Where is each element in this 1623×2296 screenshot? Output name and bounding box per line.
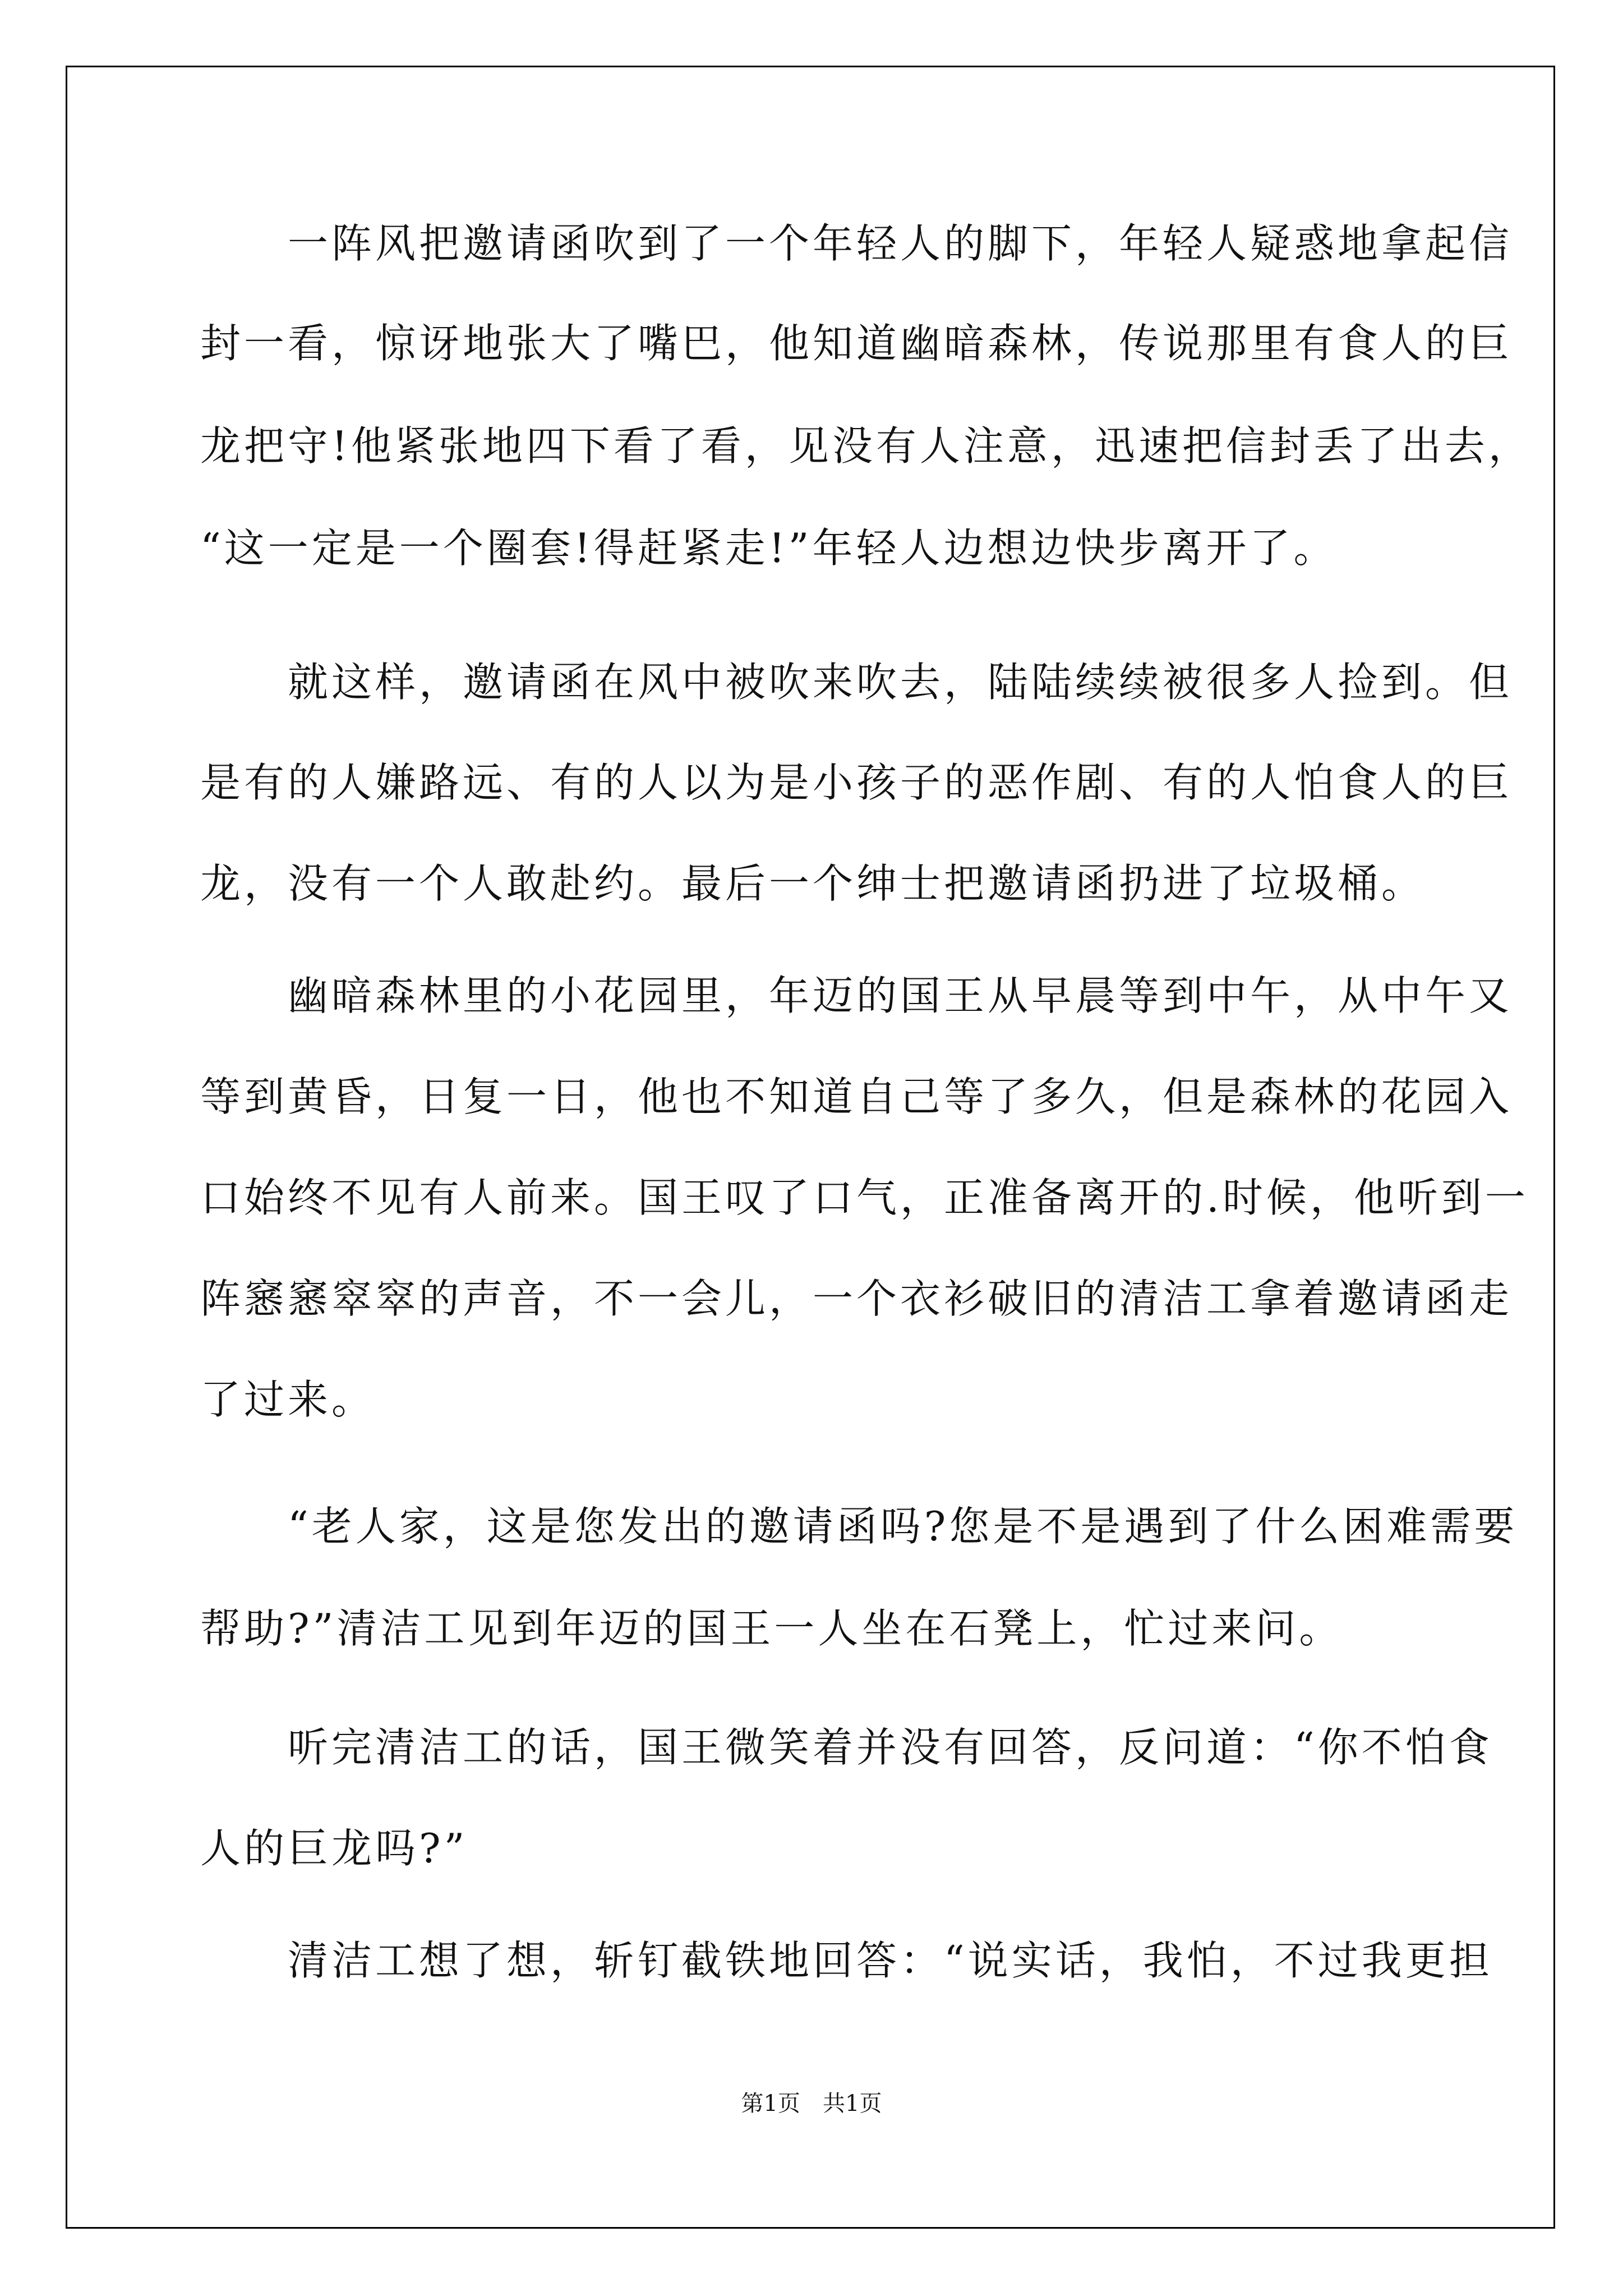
text-line: 听完清洁工的话，国王微笑着并没有回答，反问道：“你不怕食 <box>200 1724 1493 1771</box>
page-footer <box>0 2086 1623 2118</box>
text-line: 一阵风把邀请函吹到了一个年轻人的脚下，年轻人疑惑地拿起信 <box>200 220 1513 267</box>
text-line: 人的巨龙吗?” <box>200 1825 468 1872</box>
page-number: 第1页 <box>741 2091 800 2116</box>
text-line: 龙把守!他紧张地四下看了看，见没有人注意，迅速把信封丢了出去， <box>200 422 1532 470</box>
text-line: “老人家，这是您发出的邀请函吗?您是不是遇到了什么困难需要 <box>200 1503 1518 1550</box>
text-line: 帮助?”清洁工见到年迈的国王一人坐在石凳上，忙过来问。 <box>200 1605 1343 1652</box>
text-line: 了过来。 <box>200 1376 376 1423</box>
text-line: 封一看，惊讶地张大了嘴巴，他知道幽暗森林，传说那里有食人的巨 <box>200 320 1513 367</box>
page-border <box>66 66 1555 2229</box>
text-line: 口始终不见有人前来。国王叹了口气，正准备离开的.时候，他听到一 <box>200 1174 1529 1221</box>
text-line: 就这样，邀请函在风中被吹来吹去，陆陆续续被很多人捡到。但 <box>200 659 1513 706</box>
text-line: 等到黄昏，日复一日，他也不知道自己等了多久，但是森林的花园入 <box>200 1073 1513 1120</box>
text-line: 是有的人嫌路远、有的人以为是小孩子的恶作剧、有的人怕食人的巨 <box>200 759 1513 806</box>
text-line: “这一定是一个圈套!得赶紧走!”年轻人边想边快步离开了。 <box>200 524 1338 572</box>
text-line: 幽暗森林里的小花园里，年迈的国王从早晨等到中午，从中午又 <box>200 972 1513 1019</box>
text-line: 清洁工想了想，斩钉截铁地回答：“说实话，我怕，不过我更担 <box>200 1937 1493 1984</box>
page-total: 共1页 <box>823 2091 882 2116</box>
text-line: 龙，没有一个人敢赴约。最后一个绅士把邀请函扔进了垃圾桶。 <box>200 860 1426 907</box>
text-line: 阵窸窸窣窣的声音，不一会儿，一个衣衫破旧的清洁工拿着邀请函走 <box>200 1275 1513 1322</box>
